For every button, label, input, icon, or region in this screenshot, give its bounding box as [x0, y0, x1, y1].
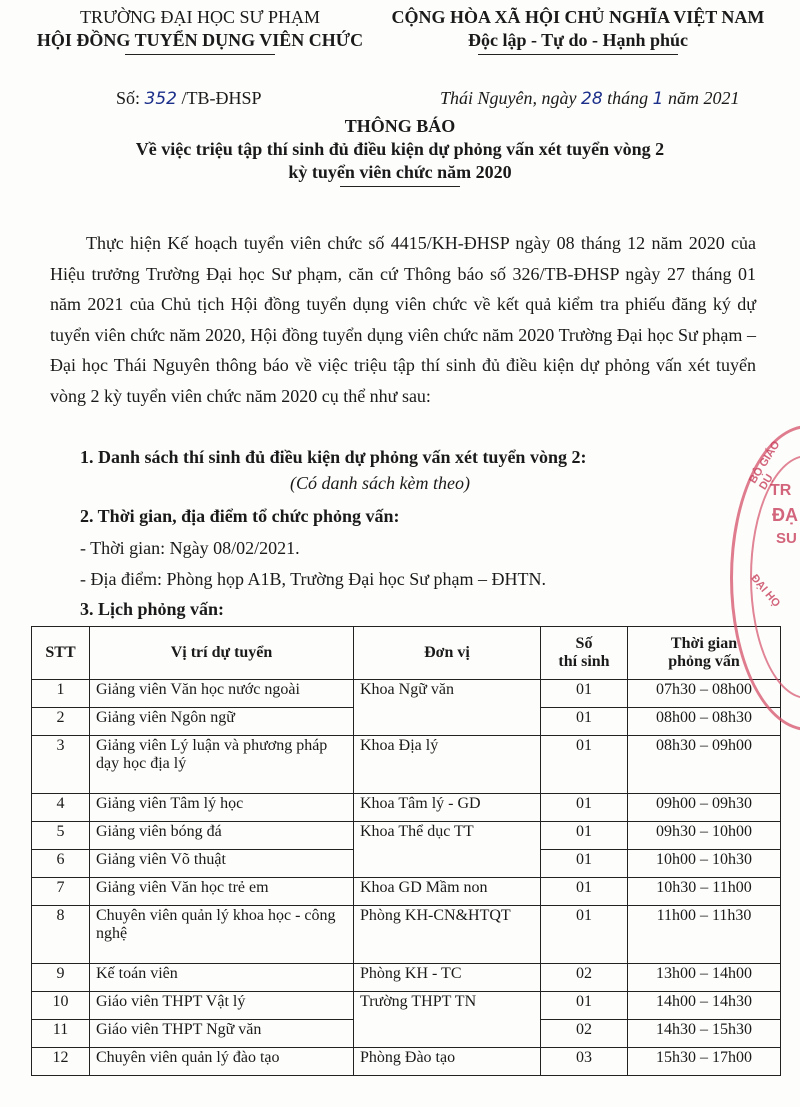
- doc-number-suffix: /TB-ĐHSP: [176, 88, 262, 108]
- seal-text-1: TR: [770, 482, 792, 499]
- col-time-line1: Thời gian: [670, 635, 738, 652]
- cell-stt: 10: [32, 992, 90, 1020]
- document-subtitle-line1: Về việc triệu tập thí sinh đủ điều kiện dự phỏng vấn xét tuyển vòng 2: [135, 139, 665, 159]
- cell-stt: 6: [32, 850, 90, 878]
- cell-count: 01: [541, 736, 628, 794]
- document-number: [116, 88, 261, 109]
- interview-schedule-table: [31, 626, 781, 1076]
- cell-position: Giảng viên Văn học trẻ em: [90, 878, 354, 906]
- interview-venue: - Địa điểm: Phòng họp A1B, Trường Đại học Sư phạm – ĐHTN.: [80, 569, 547, 589]
- seal-text-2: ĐẠ: [772, 505, 798, 525]
- cell-unit: Phòng KH - TC: [354, 964, 541, 992]
- issuer-underline: [125, 54, 275, 55]
- section-2-heading: 2. Thời gian, địa điểm tổ chức phỏng vấn:: [80, 506, 400, 526]
- table-row: [32, 992, 781, 1020]
- issuer-block: [20, 6, 380, 55]
- cell-time: 10h00 – 10h30: [628, 850, 781, 878]
- body-paragraph: Thực hiện Kế hoạch tuyển viên chức số 4415/KH-ĐHSP ngày 08 tháng 12 năm 2020 của Hiệu trưởng Trường Đại học Sư phạm, căn cứ Thông báo số 326/TB-ĐHSP ngày 27 tháng 01 năm 2021 của Chủ tịch Hội đồng tuyển dụng viên chức về kết quả kiểm tra phiếu đăng ký dự tuyển viên chức năm 2020, Hội đồng tuyển dụng viên chức năm 2020 Trường Đại học Sư phạm – Đại học Thái Nguyên thông báo về việc triệu tập thí sinh đủ điều kiện dự phỏng vấn xét tuyển vòng 2 kỳ tuyển viên chức năm 2020 cụ thể như sau:: [50, 233, 756, 406]
- issuer-university: TRƯỜNG ĐẠI HỌC SƯ PHẠM: [80, 7, 320, 27]
- cell-count: 03: [541, 1048, 628, 1076]
- cell-time: 08h30 – 09h00: [628, 736, 781, 794]
- cell-position: Chuyên viên quản lý đào tạo: [90, 1048, 354, 1076]
- cell-position: Giảng viên Lý luận và phương pháp dạy học địa lý: [90, 736, 354, 794]
- table-row: [32, 878, 781, 906]
- doc-number-handwritten: 352: [144, 89, 177, 109]
- motto-underline: [478, 54, 678, 55]
- cell-count: 01: [541, 878, 628, 906]
- cell-position: Kế toán viên: [90, 964, 354, 992]
- cell-count: 01: [541, 708, 628, 736]
- cell-stt: 3: [32, 736, 90, 794]
- cell-position: Giảng viên Tâm lý học: [90, 794, 354, 822]
- interview-date: - Thời gian: Ngày 08/02/2021.: [80, 538, 300, 558]
- cell-stt: 12: [32, 1048, 90, 1076]
- table-row: [32, 822, 781, 850]
- cell-unit: Khoa GD Mầm non: [354, 878, 541, 906]
- cell-stt: 1: [32, 680, 90, 708]
- cell-stt: 8: [32, 906, 90, 964]
- cell-stt: 2: [32, 708, 90, 736]
- seal-arc-text-2: ĐẠI HỌ: [748, 572, 783, 610]
- place-date: [440, 88, 739, 109]
- cell-count: 02: [541, 1020, 628, 1048]
- cell-unit: Trường THPT TN: [354, 992, 541, 1048]
- cell-position: Giảng viên Văn học nước ngoài: [90, 680, 354, 708]
- cell-stt: 9: [32, 964, 90, 992]
- cell-unit: Phòng Đào tạo: [354, 1048, 541, 1076]
- cell-count: 01: [541, 850, 628, 878]
- col-unit: Đơn vị: [354, 627, 541, 680]
- cell-count: 01: [541, 992, 628, 1020]
- cell-time: 07h30 – 08h00: [628, 680, 781, 708]
- section-1-heading: 1. Danh sách thí sinh đủ điều kiện dự phỏng vấn xét tuyển vòng 2:: [80, 447, 587, 467]
- cell-time: 14h30 – 15h30: [628, 1020, 781, 1048]
- col-count-line2: thí sinh: [558, 653, 610, 670]
- place-prefix: Thái Nguyên, ngày: [440, 88, 581, 108]
- cell-stt: 11: [32, 1020, 90, 1048]
- col-position: Vị trí dự tuyển: [90, 627, 354, 680]
- cell-unit: Khoa Tâm lý - GD: [354, 794, 541, 822]
- cell-time: 10h30 – 11h00: [628, 878, 781, 906]
- date-day-handwritten: 28: [581, 89, 603, 109]
- cell-time: 08h00 – 08h30: [628, 708, 781, 736]
- col-count-line1: Số: [575, 635, 593, 652]
- cell-unit: Khoa Ngữ văn: [354, 680, 541, 736]
- document-title: THÔNG BÁO: [344, 116, 456, 136]
- cell-time: 15h30 – 17h00: [628, 1048, 781, 1076]
- document-subtitle-line2: kỳ tuyển viên chức năm 2020: [288, 162, 512, 182]
- issuer-council: HỘI ĐỒNG TUYỂN DỤNG VIÊN CHỨC: [36, 30, 364, 50]
- cell-count: 01: [541, 794, 628, 822]
- cell-count: 01: [541, 906, 628, 964]
- cell-position: Giảng viên Ngôn ngữ: [90, 708, 354, 736]
- cell-count: 01: [541, 822, 628, 850]
- cell-position: Giáo viên THPT Ngữ văn: [90, 1020, 354, 1048]
- cell-stt: 7: [32, 878, 90, 906]
- cell-count: 01: [541, 680, 628, 708]
- cell-time: 09h30 – 10h00: [628, 822, 781, 850]
- cell-time: 14h00 – 14h30: [628, 992, 781, 1020]
- table-row: [32, 736, 781, 794]
- table-row: [32, 794, 781, 822]
- cell-position: Giáo viên THPT Vật lý: [90, 992, 354, 1020]
- month-word: tháng: [602, 88, 653, 108]
- col-count: [541, 627, 628, 680]
- national-motto: Độc lập - Tự do - Hạnh phúc: [467, 30, 689, 50]
- table-header-row: [32, 627, 781, 680]
- cell-stt: 4: [32, 794, 90, 822]
- col-time-line2: phỏng vấn: [668, 653, 740, 670]
- cell-time: 09h00 – 09h30: [628, 794, 781, 822]
- cell-position: Chuyên viên quản lý khoa học - công nghệ: [90, 906, 354, 964]
- cell-position: Giảng viên Võ thuật: [90, 850, 354, 878]
- title-underline: [340, 186, 460, 187]
- cell-count: 02: [541, 964, 628, 992]
- table-row: [32, 680, 781, 708]
- cell-stt: 5: [32, 822, 90, 850]
- national-name: CỘNG HÒA XÃ HỘI CHỦ NGHĨA VIỆT NAM: [391, 7, 765, 27]
- date-year: năm 2021: [663, 88, 740, 108]
- col-stt: STT: [32, 627, 90, 680]
- cell-unit: Khoa Thể dục TT: [354, 822, 541, 878]
- table-row: [32, 906, 781, 964]
- seal-arc-text: BỘ GIÁO DỤ: [746, 438, 783, 493]
- seal-text-3: SU: [776, 530, 797, 547]
- date-month-handwritten: 1: [652, 89, 664, 109]
- cell-time: 13h00 – 14h00: [628, 964, 781, 992]
- cell-unit: Phòng KH-CN&HTQT: [354, 906, 541, 964]
- section-1-note: (Có danh sách kèm theo): [290, 473, 470, 493]
- section-3-heading: 3. Lịch phỏng vấn:: [80, 599, 225, 619]
- doc-number-prefix: Số:: [116, 88, 145, 108]
- table-row: [32, 1048, 781, 1076]
- cell-unit: Khoa Địa lý: [354, 736, 541, 794]
- cell-time: 11h00 – 11h30: [628, 906, 781, 964]
- national-motto-block: [358, 6, 798, 55]
- table-row: [32, 964, 781, 992]
- cell-position: Giảng viên bóng đá: [90, 822, 354, 850]
